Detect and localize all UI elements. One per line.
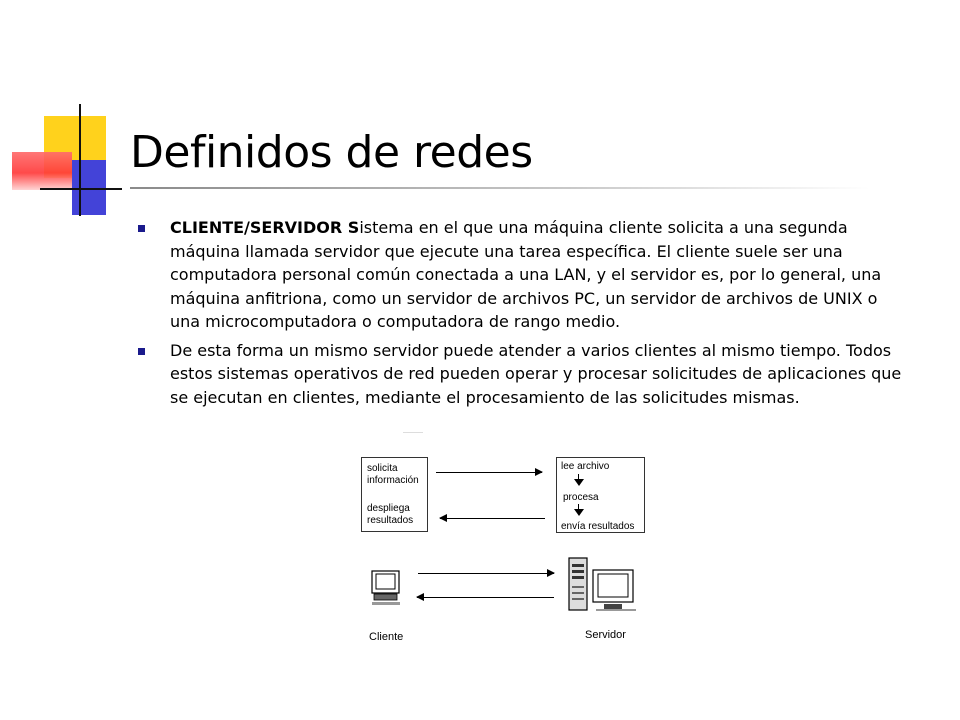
server-step-text: envía resultados xyxy=(561,521,635,532)
client-step-text: solicita xyxy=(367,463,398,474)
client-process-box xyxy=(361,457,428,532)
bullet-square-icon xyxy=(138,225,145,232)
diagram-top-mark xyxy=(403,432,423,433)
bullet-text: istema en el que una máquina cliente solicita a una segunda máquina llamada servidor que ejecute una tarea específica. El cliente suele ser una computadora personal común conectada a una LAN, y el servidor es, por lo general, una máquina anfitriona, como un servidor de archivos PC, un servidor de archivos de UNIX o una microcomputadora o computadora de rango medio. xyxy=(170,218,882,331)
client-step-text: despliega xyxy=(367,503,410,514)
network-response-arrow-icon xyxy=(417,597,554,598)
decor-horizontal-line xyxy=(40,188,122,190)
server-step-text: lee archivo xyxy=(561,461,610,472)
client-step-text: resultados xyxy=(367,515,414,526)
bullet-list xyxy=(134,216,904,414)
bullet-item xyxy=(134,339,904,410)
down-arrow-icon xyxy=(574,509,584,516)
page-title: Definidos de redes xyxy=(130,127,533,178)
network-request-arrow-icon xyxy=(418,573,554,574)
client-label: Cliente xyxy=(369,631,404,643)
server-step-text: procesa xyxy=(563,492,599,503)
decor-vertical-line xyxy=(79,104,81,216)
server-process-box xyxy=(556,457,645,533)
request-arrow-icon xyxy=(436,472,542,473)
client-computer-icon xyxy=(368,570,404,610)
client-step-text: información xyxy=(367,475,419,486)
down-arrow-icon xyxy=(574,479,584,486)
server-label: Servidor xyxy=(585,629,626,641)
server-computer-icon xyxy=(566,552,638,612)
bullet-lead: CLIENTE/SERVIDOR S xyxy=(170,218,360,237)
decor-red-square xyxy=(12,152,72,190)
bullet-text: De esta forma un mismo servidor puede atender a varios clientes al mismo tiempo. Todos estos sistemas operativos de red pueden operar y procesar solicitudes de aplicaciones que se ejecutan en clientes, mediante el procesamiento de las solicitudes mismas. xyxy=(170,340,902,407)
bullet-item xyxy=(134,216,904,334)
title-underline xyxy=(130,187,870,189)
response-arrow-icon xyxy=(440,518,545,519)
bullet-square-icon xyxy=(138,348,145,355)
